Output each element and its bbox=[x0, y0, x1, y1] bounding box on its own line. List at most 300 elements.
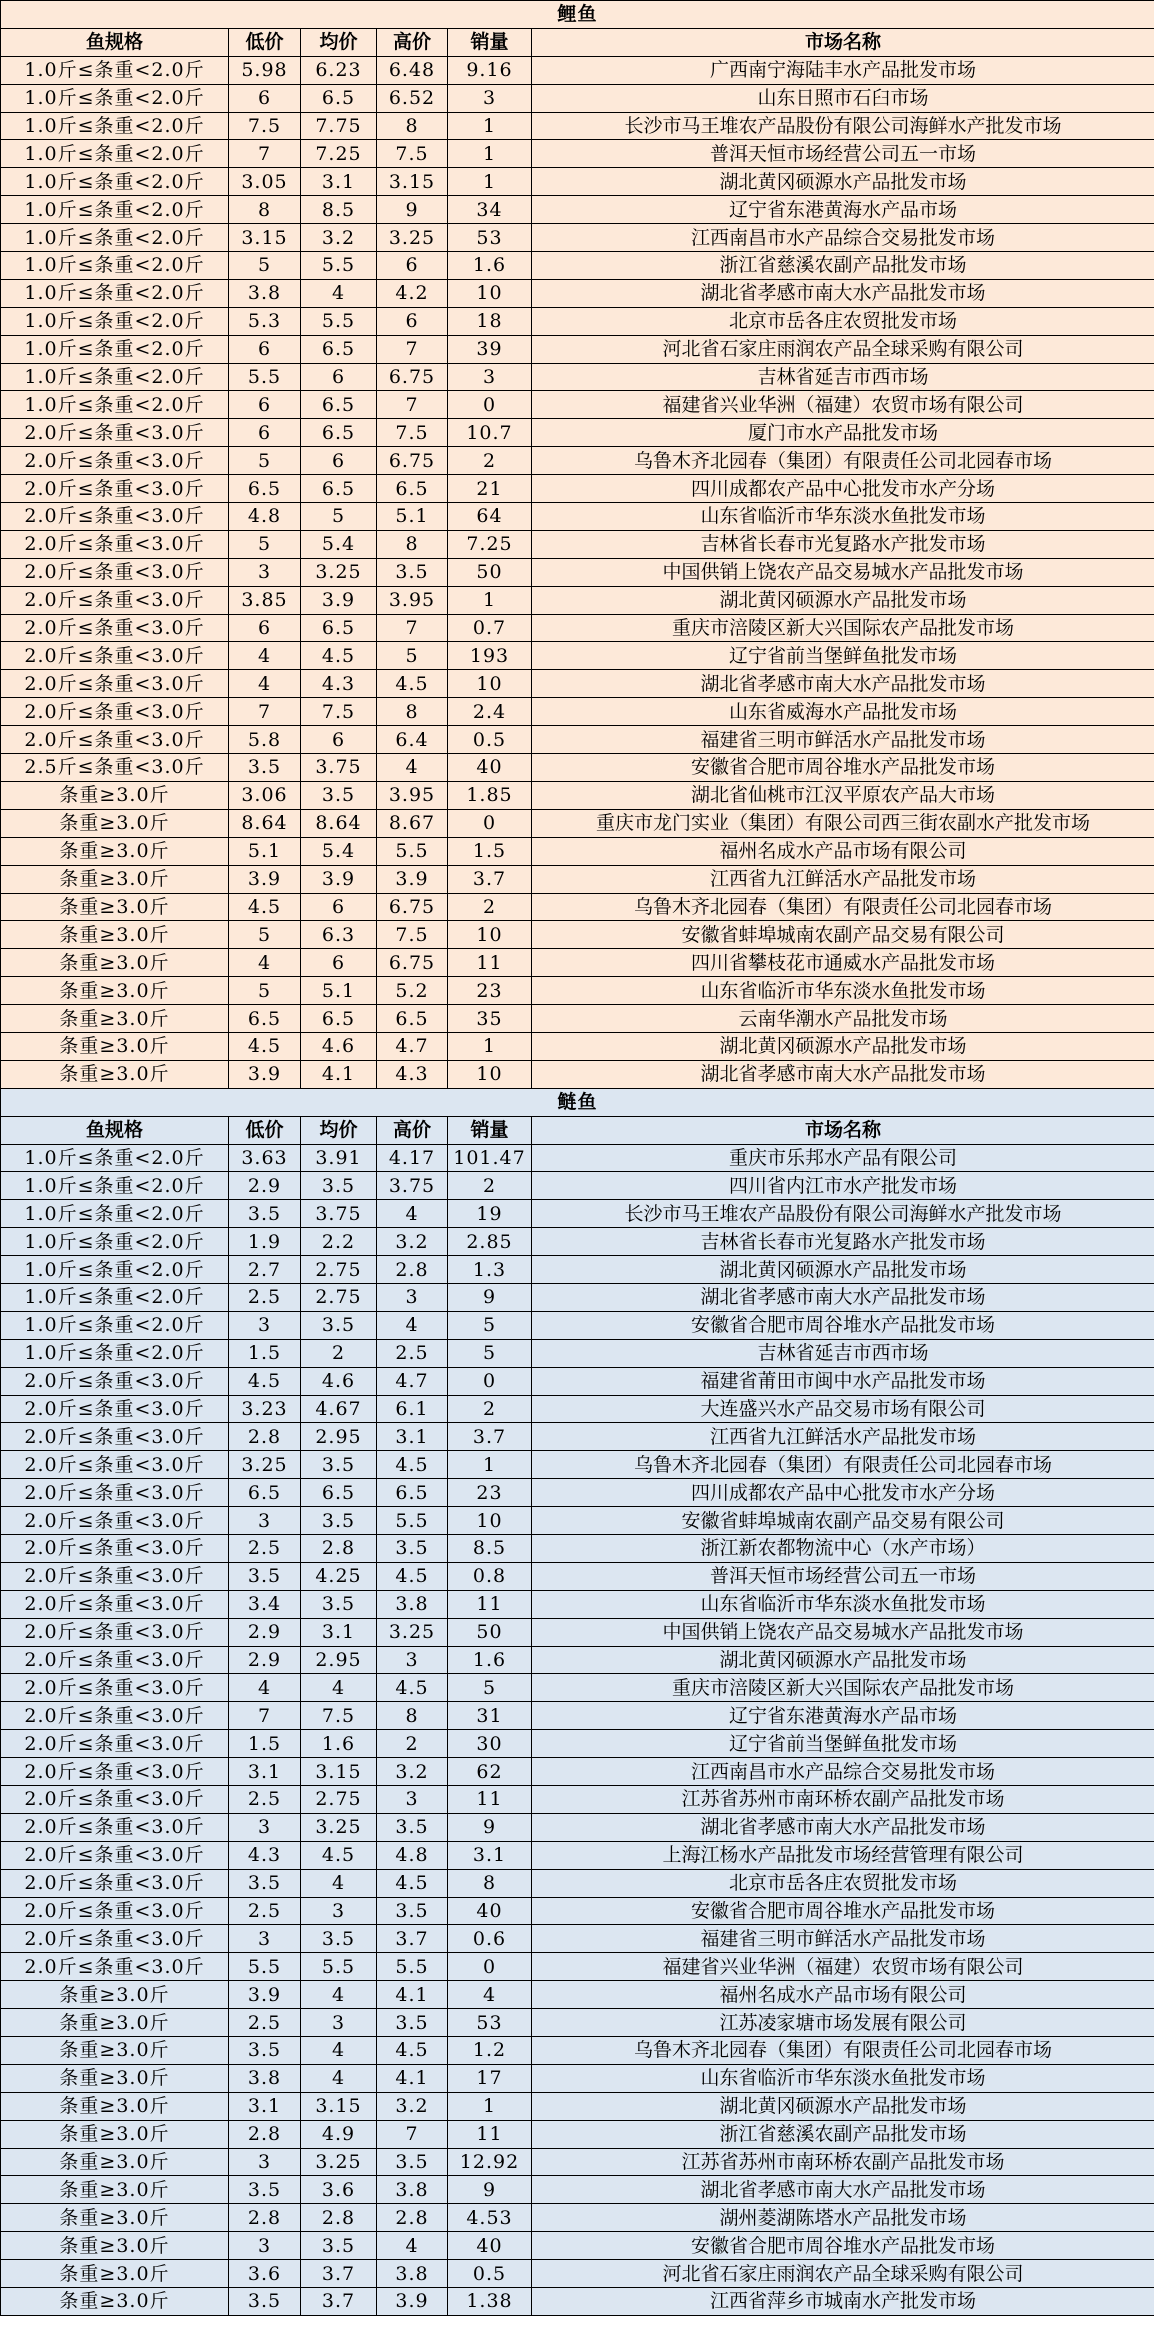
high-price-cell: 6.4 bbox=[377, 726, 448, 754]
volume-cell: 0.8 bbox=[448, 1562, 532, 1590]
low-price-cell: 6 bbox=[229, 335, 301, 363]
volume-cell: 12.92 bbox=[448, 2148, 532, 2176]
spec-cell: 2.0斤≤条重<3.0斤 bbox=[1, 1590, 229, 1618]
avg-price-cell: 3.5 bbox=[301, 1172, 377, 1200]
volume-cell: 34 bbox=[448, 196, 532, 224]
market-cell: 福建省莆田市闽中水产品批发市场 bbox=[532, 1367, 1154, 1395]
table-row bbox=[1, 949, 1154, 977]
spec-cell: 条重≥3.0斤 bbox=[1, 921, 229, 949]
volume-cell: 3.1 bbox=[448, 1841, 532, 1869]
table-row bbox=[1, 1060, 1154, 1088]
market-cell: 广西南宁海陆丰水产品批发市场 bbox=[532, 56, 1154, 84]
volume-cell: 1 bbox=[448, 168, 532, 196]
market-cell: 湖北省孝感市南大水产品批发市场 bbox=[532, 1060, 1154, 1088]
high-price-cell: 3.8 bbox=[377, 2176, 448, 2204]
header-spec: 鱼规格 bbox=[1, 28, 229, 56]
table-row bbox=[1, 1869, 1154, 1897]
volume-cell: 0.5 bbox=[448, 2260, 532, 2288]
market-cell: 辽宁省前当堡鲜鱼批发市场 bbox=[532, 642, 1154, 670]
high-price-cell: 3.5 bbox=[377, 2009, 448, 2037]
avg-price-cell: 3.7 bbox=[301, 2288, 377, 2316]
table-row bbox=[1, 335, 1154, 363]
volume-cell: 10 bbox=[448, 670, 532, 698]
low-price-cell: 6 bbox=[229, 419, 301, 447]
avg-price-cell: 6.5 bbox=[301, 614, 377, 642]
table-row bbox=[1, 56, 1154, 84]
header-low: 低价 bbox=[229, 28, 301, 56]
low-price-cell: 5.3 bbox=[229, 307, 301, 335]
avg-price-cell: 3.25 bbox=[301, 1813, 377, 1841]
avg-price-cell: 3.5 bbox=[301, 1507, 377, 1535]
volume-cell: 9 bbox=[448, 2176, 532, 2204]
market-cell: 山东省临沂市华东淡水鱼批发市场 bbox=[532, 503, 1154, 531]
avg-price-cell: 3.5 bbox=[301, 2232, 377, 2260]
market-cell: 山东日照市石臼市场 bbox=[532, 84, 1154, 112]
spec-cell: 条重≥3.0斤 bbox=[1, 2092, 229, 2120]
market-cell: 浙江新农都物流中心（水产市场） bbox=[532, 1534, 1154, 1562]
high-price-cell: 3.25 bbox=[377, 1618, 448, 1646]
spec-cell: 2.0斤≤条重<3.0斤 bbox=[1, 1925, 229, 1953]
low-price-cell: 3.23 bbox=[229, 1395, 301, 1423]
high-price-cell: 4.5 bbox=[377, 1451, 448, 1479]
high-price-cell: 3.8 bbox=[377, 2260, 448, 2288]
market-cell: 湖北省仙桃市江汉平原农产品大市场 bbox=[532, 781, 1154, 809]
table-row bbox=[1, 1562, 1154, 1590]
market-cell: 吉林省延吉市西市场 bbox=[532, 1339, 1154, 1367]
volume-cell: 3.7 bbox=[448, 1423, 532, 1451]
spec-cell: 2.0斤≤条重<3.0斤 bbox=[1, 1479, 229, 1507]
spec-cell: 1.0斤≤条重<2.0斤 bbox=[1, 224, 229, 252]
header-avg: 均价 bbox=[301, 1116, 377, 1144]
high-price-cell: 4.7 bbox=[377, 1367, 448, 1395]
avg-price-cell: 4.1 bbox=[301, 1060, 377, 1088]
high-price-cell: 4.2 bbox=[377, 279, 448, 307]
table-row bbox=[1, 1730, 1154, 1758]
avg-price-cell: 3.5 bbox=[301, 781, 377, 809]
spec-cell: 2.0斤≤条重<3.0斤 bbox=[1, 642, 229, 670]
high-price-cell: 2.8 bbox=[377, 1256, 448, 1284]
volume-cell: 1.6 bbox=[448, 252, 532, 280]
spec-cell: 条重≥3.0斤 bbox=[1, 2232, 229, 2260]
spec-cell: 条重≥3.0斤 bbox=[1, 2204, 229, 2232]
spec-cell: 1.0斤≤条重<2.0斤 bbox=[1, 84, 229, 112]
header-row bbox=[1, 1116, 1154, 1144]
market-cell: 江西省九江鲜活水产品批发市场 bbox=[532, 865, 1154, 893]
volume-cell: 9 bbox=[448, 1283, 532, 1311]
low-price-cell: 4.5 bbox=[229, 1032, 301, 1060]
market-cell: 山东省临沂市华东淡水鱼批发市场 bbox=[532, 2064, 1154, 2092]
spec-cell: 2.0斤≤条重<3.0斤 bbox=[1, 1674, 229, 1702]
volume-cell: 5 bbox=[448, 1311, 532, 1339]
table-row bbox=[1, 1702, 1154, 1730]
high-price-cell: 4 bbox=[377, 1311, 448, 1339]
avg-price-cell: 3.1 bbox=[301, 168, 377, 196]
high-price-cell: 6.5 bbox=[377, 1005, 448, 1033]
low-price-cell: 5 bbox=[229, 921, 301, 949]
market-cell: 山东省威海水产品批发市场 bbox=[532, 698, 1154, 726]
section-title-row bbox=[1, 1, 1154, 29]
silver-carp-section bbox=[1, 1088, 1154, 2315]
header-low: 低价 bbox=[229, 1116, 301, 1144]
low-price-cell: 5 bbox=[229, 447, 301, 475]
avg-price-cell: 2.95 bbox=[301, 1423, 377, 1451]
table-row bbox=[1, 698, 1154, 726]
spec-cell: 条重≥3.0斤 bbox=[1, 1032, 229, 1060]
low-price-cell: 8.64 bbox=[229, 809, 301, 837]
volume-cell: 0 bbox=[448, 809, 532, 837]
avg-price-cell: 5.5 bbox=[301, 1953, 377, 1981]
high-price-cell: 6.48 bbox=[377, 56, 448, 84]
avg-price-cell: 4 bbox=[301, 2064, 377, 2092]
table-row bbox=[1, 1758, 1154, 1786]
avg-price-cell: 4 bbox=[301, 2037, 377, 2065]
avg-price-cell: 4.6 bbox=[301, 1032, 377, 1060]
avg-price-cell: 2.75 bbox=[301, 1786, 377, 1814]
volume-cell: 7.25 bbox=[448, 530, 532, 558]
volume-cell: 10.7 bbox=[448, 419, 532, 447]
high-price-cell: 7.5 bbox=[377, 419, 448, 447]
high-price-cell: 3.1 bbox=[377, 1423, 448, 1451]
avg-price-cell: 6.5 bbox=[301, 1479, 377, 1507]
volume-cell: 50 bbox=[448, 1618, 532, 1646]
spec-cell: 2.5斤≤条重<3.0斤 bbox=[1, 754, 229, 782]
volume-cell: 0 bbox=[448, 391, 532, 419]
low-price-cell: 2.8 bbox=[229, 2204, 301, 2232]
table-row bbox=[1, 1451, 1154, 1479]
spec-cell: 1.0斤≤条重<2.0斤 bbox=[1, 1144, 229, 1172]
table-row bbox=[1, 754, 1154, 782]
low-price-cell: 5.5 bbox=[229, 363, 301, 391]
low-price-cell: 4.5 bbox=[229, 1367, 301, 1395]
spec-cell: 条重≥3.0斤 bbox=[1, 809, 229, 837]
table-row bbox=[1, 921, 1154, 949]
avg-price-cell: 3 bbox=[301, 2009, 377, 2037]
low-price-cell: 3.05 bbox=[229, 168, 301, 196]
table-row bbox=[1, 1032, 1154, 1060]
table-row bbox=[1, 558, 1154, 586]
table-row bbox=[1, 1897, 1154, 1925]
volume-cell: 64 bbox=[448, 503, 532, 531]
spec-cell: 条重≥3.0斤 bbox=[1, 2148, 229, 2176]
avg-price-cell: 3.25 bbox=[301, 558, 377, 586]
table-row bbox=[1, 2092, 1154, 2120]
table-row bbox=[1, 447, 1154, 475]
market-cell: 四川成都农产品中心批发市水产分场 bbox=[532, 475, 1154, 503]
avg-price-cell: 3.7 bbox=[301, 2260, 377, 2288]
table-row bbox=[1, 809, 1154, 837]
market-cell: 北京市岳各庄农贸批发市场 bbox=[532, 307, 1154, 335]
high-price-cell: 2.5 bbox=[377, 1339, 448, 1367]
market-cell: 四川成都农产品中心批发市水产分场 bbox=[532, 1479, 1154, 1507]
avg-price-cell: 3.5 bbox=[301, 1925, 377, 1953]
spec-cell: 2.0斤≤条重<3.0斤 bbox=[1, 614, 229, 642]
market-cell: 辽宁省东港黄海水产品市场 bbox=[532, 196, 1154, 224]
spec-cell: 1.0斤≤条重<2.0斤 bbox=[1, 168, 229, 196]
table-row bbox=[1, 1256, 1154, 1284]
avg-price-cell: 6.3 bbox=[301, 921, 377, 949]
high-price-cell: 7 bbox=[377, 335, 448, 363]
high-price-cell: 6.75 bbox=[377, 447, 448, 475]
high-price-cell: 5.5 bbox=[377, 1953, 448, 1981]
low-price-cell: 3.5 bbox=[229, 1200, 301, 1228]
spec-cell: 2.0斤≤条重<3.0斤 bbox=[1, 586, 229, 614]
spec-cell: 2.0斤≤条重<3.0斤 bbox=[1, 1897, 229, 1925]
volume-cell: 1.6 bbox=[448, 1646, 532, 1674]
avg-price-cell: 5 bbox=[301, 503, 377, 531]
low-price-cell: 2.5 bbox=[229, 1897, 301, 1925]
high-price-cell: 6.1 bbox=[377, 1395, 448, 1423]
high-price-cell: 3.75 bbox=[377, 1172, 448, 1200]
market-cell: 江西南昌市水产品综合交易批发市场 bbox=[532, 224, 1154, 252]
volume-cell: 39 bbox=[448, 335, 532, 363]
low-price-cell: 3 bbox=[229, 558, 301, 586]
volume-cell: 101.47 bbox=[448, 1144, 532, 1172]
spec-cell: 条重≥3.0斤 bbox=[1, 1005, 229, 1033]
low-price-cell: 2.8 bbox=[229, 2120, 301, 2148]
volume-cell: 0.7 bbox=[448, 614, 532, 642]
avg-price-cell: 6 bbox=[301, 447, 377, 475]
market-cell: 安徽省合肥市周谷堆水产品批发市场 bbox=[532, 1897, 1154, 1925]
spec-cell: 1.0斤≤条重<2.0斤 bbox=[1, 1228, 229, 1256]
low-price-cell: 3.5 bbox=[229, 2288, 301, 2316]
high-price-cell: 5.1 bbox=[377, 503, 448, 531]
volume-cell: 9.16 bbox=[448, 56, 532, 84]
market-cell: 福建省兴业华洲（福建）农贸市场有限公司 bbox=[532, 391, 1154, 419]
volume-cell: 5 bbox=[448, 1339, 532, 1367]
high-price-cell: 4.5 bbox=[377, 670, 448, 698]
high-price-cell: 3 bbox=[377, 1786, 448, 1814]
avg-price-cell: 6.5 bbox=[301, 391, 377, 419]
market-cell: 普洱天恒市场经营公司五一市场 bbox=[532, 140, 1154, 168]
table-row bbox=[1, 112, 1154, 140]
low-price-cell: 6.5 bbox=[229, 1005, 301, 1033]
avg-price-cell: 5.4 bbox=[301, 530, 377, 558]
table-row bbox=[1, 1786, 1154, 1814]
high-price-cell: 4.1 bbox=[377, 1981, 448, 2009]
table-row bbox=[1, 1172, 1154, 1200]
spec-cell: 条重≥3.0斤 bbox=[1, 2288, 229, 2316]
low-price-cell: 6.5 bbox=[229, 475, 301, 503]
spec-cell: 2.0斤≤条重<3.0斤 bbox=[1, 1423, 229, 1451]
low-price-cell: 3.85 bbox=[229, 586, 301, 614]
header-row bbox=[1, 28, 1154, 56]
avg-price-cell: 7.25 bbox=[301, 140, 377, 168]
avg-price-cell: 6.23 bbox=[301, 56, 377, 84]
avg-price-cell: 1.6 bbox=[301, 1730, 377, 1758]
spec-cell: 2.0斤≤条重<3.0斤 bbox=[1, 530, 229, 558]
avg-price-cell: 3.15 bbox=[301, 2092, 377, 2120]
spec-cell: 2.0斤≤条重<3.0斤 bbox=[1, 1702, 229, 1730]
market-cell: 湖北省孝感市南大水产品批发市场 bbox=[532, 670, 1154, 698]
spec-cell: 条重≥3.0斤 bbox=[1, 977, 229, 1005]
table-row bbox=[1, 1953, 1154, 1981]
market-cell: 吉林省延吉市西市场 bbox=[532, 363, 1154, 391]
market-cell: 福建省三明市鲜活水产品批发市场 bbox=[532, 726, 1154, 754]
low-price-cell: 3.5 bbox=[229, 2176, 301, 2204]
high-price-cell: 7 bbox=[377, 391, 448, 419]
market-cell: 江西南昌市水产品综合交易批发市场 bbox=[532, 1758, 1154, 1786]
table-row bbox=[1, 2232, 1154, 2260]
low-price-cell: 7 bbox=[229, 1702, 301, 1730]
low-price-cell: 3.63 bbox=[229, 1144, 301, 1172]
low-price-cell: 1.5 bbox=[229, 1339, 301, 1367]
volume-cell: 18 bbox=[448, 307, 532, 335]
spec-cell: 1.0斤≤条重<2.0斤 bbox=[1, 335, 229, 363]
low-price-cell: 3.9 bbox=[229, 865, 301, 893]
volume-cell: 1.3 bbox=[448, 1256, 532, 1284]
spec-cell: 2.0斤≤条重<3.0斤 bbox=[1, 419, 229, 447]
table-row bbox=[1, 1925, 1154, 1953]
high-price-cell: 3.8 bbox=[377, 1590, 448, 1618]
avg-price-cell: 2.75 bbox=[301, 1283, 377, 1311]
high-price-cell: 6.75 bbox=[377, 893, 448, 921]
high-price-cell: 4.5 bbox=[377, 1562, 448, 1590]
market-cell: 福建省兴业华洲（福建）农贸市场有限公司 bbox=[532, 1953, 1154, 1981]
avg-price-cell: 6 bbox=[301, 893, 377, 921]
volume-cell: 8.5 bbox=[448, 1534, 532, 1562]
spec-cell: 2.0斤≤条重<3.0斤 bbox=[1, 1758, 229, 1786]
high-price-cell: 3.5 bbox=[377, 558, 448, 586]
market-cell: 湖北省孝感市南大水产品批发市场 bbox=[532, 1813, 1154, 1841]
table-row bbox=[1, 2288, 1154, 2316]
spec-cell: 2.0斤≤条重<3.0斤 bbox=[1, 1534, 229, 1562]
low-price-cell: 7 bbox=[229, 140, 301, 168]
low-price-cell: 3.4 bbox=[229, 1590, 301, 1618]
high-price-cell: 3.2 bbox=[377, 1758, 448, 1786]
high-price-cell: 6.52 bbox=[377, 84, 448, 112]
market-cell: 湖州菱湖陈塔水产品批发市场 bbox=[532, 2204, 1154, 2232]
spec-cell: 2.0斤≤条重<3.0斤 bbox=[1, 1646, 229, 1674]
volume-cell: 10 bbox=[448, 1060, 532, 1088]
volume-cell: 35 bbox=[448, 1005, 532, 1033]
table-row bbox=[1, 1534, 1154, 1562]
table-row bbox=[1, 1228, 1154, 1256]
market-cell: 浙江省慈溪农副产品批发市场 bbox=[532, 252, 1154, 280]
low-price-cell: 2.7 bbox=[229, 1256, 301, 1284]
table-row bbox=[1, 168, 1154, 196]
carp-section bbox=[1, 1, 1154, 1089]
table-row bbox=[1, 1841, 1154, 1869]
table-row bbox=[1, 1507, 1154, 1535]
low-price-cell: 3 bbox=[229, 1507, 301, 1535]
avg-price-cell: 3.5 bbox=[301, 1311, 377, 1339]
spec-cell: 条重≥3.0斤 bbox=[1, 1060, 229, 1088]
market-cell: 湖北省孝感市南大水产品批发市场 bbox=[532, 2176, 1154, 2204]
low-price-cell: 3 bbox=[229, 1813, 301, 1841]
market-cell: 长沙市马王堆农产品股份有限公司海鲜水产批发市场 bbox=[532, 1200, 1154, 1228]
spec-cell: 条重≥3.0斤 bbox=[1, 865, 229, 893]
avg-price-cell: 4 bbox=[301, 1674, 377, 1702]
high-price-cell: 4.5 bbox=[377, 1869, 448, 1897]
table-row bbox=[1, 2009, 1154, 2037]
avg-price-cell: 4 bbox=[301, 279, 377, 307]
header-volume: 销量 bbox=[448, 1116, 532, 1144]
volume-cell: 2.4 bbox=[448, 698, 532, 726]
high-price-cell: 4.5 bbox=[377, 1674, 448, 1702]
market-cell: 厦门市水产品批发市场 bbox=[532, 419, 1154, 447]
market-cell: 江西省萍乡市城南水产批发市场 bbox=[532, 2288, 1154, 2316]
high-price-cell: 3.2 bbox=[377, 1228, 448, 1256]
low-price-cell: 3.1 bbox=[229, 2092, 301, 2120]
avg-price-cell: 4.5 bbox=[301, 1841, 377, 1869]
high-price-cell: 8 bbox=[377, 530, 448, 558]
avg-price-cell: 4.67 bbox=[301, 1395, 377, 1423]
low-price-cell: 3.9 bbox=[229, 1060, 301, 1088]
volume-cell: 40 bbox=[448, 754, 532, 782]
spec-cell: 1.0斤≤条重<2.0斤 bbox=[1, 1256, 229, 1284]
high-price-cell: 2.8 bbox=[377, 2204, 448, 2232]
spec-cell: 条重≥3.0斤 bbox=[1, 837, 229, 865]
avg-price-cell: 4.9 bbox=[301, 2120, 377, 2148]
market-cell: 山东省临沂市华东淡水鱼批发市场 bbox=[532, 1590, 1154, 1618]
market-cell: 山东省临沂市华东淡水鱼批发市场 bbox=[532, 977, 1154, 1005]
high-price-cell: 5.5 bbox=[377, 1507, 448, 1535]
market-cell: 安徽省合肥市周谷堆水产品批发市场 bbox=[532, 1311, 1154, 1339]
avg-price-cell: 3 bbox=[301, 1897, 377, 1925]
volume-cell: 2.85 bbox=[448, 1228, 532, 1256]
volume-cell: 11 bbox=[448, 2120, 532, 2148]
high-price-cell: 3.2 bbox=[377, 2092, 448, 2120]
volume-cell: 1.2 bbox=[448, 2037, 532, 2065]
avg-price-cell: 8.64 bbox=[301, 809, 377, 837]
market-cell: 北京市岳各庄农贸批发市场 bbox=[532, 1869, 1154, 1897]
market-cell: 河北省石家庄雨润农产品全球采购有限公司 bbox=[532, 2260, 1154, 2288]
high-price-cell: 7.5 bbox=[377, 140, 448, 168]
low-price-cell: 7 bbox=[229, 698, 301, 726]
market-cell: 江苏省苏州市南环桥农副产品批发市场 bbox=[532, 1786, 1154, 1814]
table-row bbox=[1, 2120, 1154, 2148]
high-price-cell: 4.8 bbox=[377, 1841, 448, 1869]
avg-price-cell: 4.3 bbox=[301, 670, 377, 698]
spec-cell: 2.0斤≤条重<3.0斤 bbox=[1, 447, 229, 475]
avg-price-cell: 2.95 bbox=[301, 1646, 377, 1674]
low-price-cell: 3.8 bbox=[229, 279, 301, 307]
low-price-cell: 4 bbox=[229, 1674, 301, 1702]
low-price-cell: 5.5 bbox=[229, 1953, 301, 1981]
avg-price-cell: 3.25 bbox=[301, 2148, 377, 2176]
avg-price-cell: 6 bbox=[301, 949, 377, 977]
table-row bbox=[1, 865, 1154, 893]
low-price-cell: 2.9 bbox=[229, 1646, 301, 1674]
market-cell: 重庆市乐邦水产品有限公司 bbox=[532, 1144, 1154, 1172]
market-cell: 安徽省合肥市周谷堆水产品批发市场 bbox=[532, 754, 1154, 782]
market-cell: 乌鲁木齐北园春（集团）有限责任公司北园春市场 bbox=[532, 447, 1154, 475]
volume-cell: 1 bbox=[448, 1032, 532, 1060]
volume-cell: 2 bbox=[448, 893, 532, 921]
spec-cell: 1.0斤≤条重<2.0斤 bbox=[1, 363, 229, 391]
table-row bbox=[1, 1618, 1154, 1646]
volume-cell: 3 bbox=[448, 363, 532, 391]
high-price-cell: 4 bbox=[377, 2232, 448, 2260]
market-cell: 河北省石家庄雨润农产品全球采购有限公司 bbox=[532, 335, 1154, 363]
table-row bbox=[1, 2064, 1154, 2092]
table-row bbox=[1, 475, 1154, 503]
spec-cell: 条重≥3.0斤 bbox=[1, 2176, 229, 2204]
high-price-cell: 6.5 bbox=[377, 475, 448, 503]
avg-price-cell: 5.5 bbox=[301, 252, 377, 280]
spec-cell: 2.0斤≤条重<3.0斤 bbox=[1, 1953, 229, 1981]
spec-cell: 1.0斤≤条重<2.0斤 bbox=[1, 196, 229, 224]
avg-price-cell: 3.75 bbox=[301, 754, 377, 782]
table-row bbox=[1, 196, 1154, 224]
volume-cell: 10 bbox=[448, 921, 532, 949]
table-row bbox=[1, 419, 1154, 447]
volume-cell: 3 bbox=[448, 84, 532, 112]
high-price-cell: 4.7 bbox=[377, 1032, 448, 1060]
market-cell: 乌鲁木齐北园春（集团）有限责任公司北园春市场 bbox=[532, 2037, 1154, 2065]
avg-price-cell: 6.5 bbox=[301, 1005, 377, 1033]
high-price-cell: 4.3 bbox=[377, 1060, 448, 1088]
